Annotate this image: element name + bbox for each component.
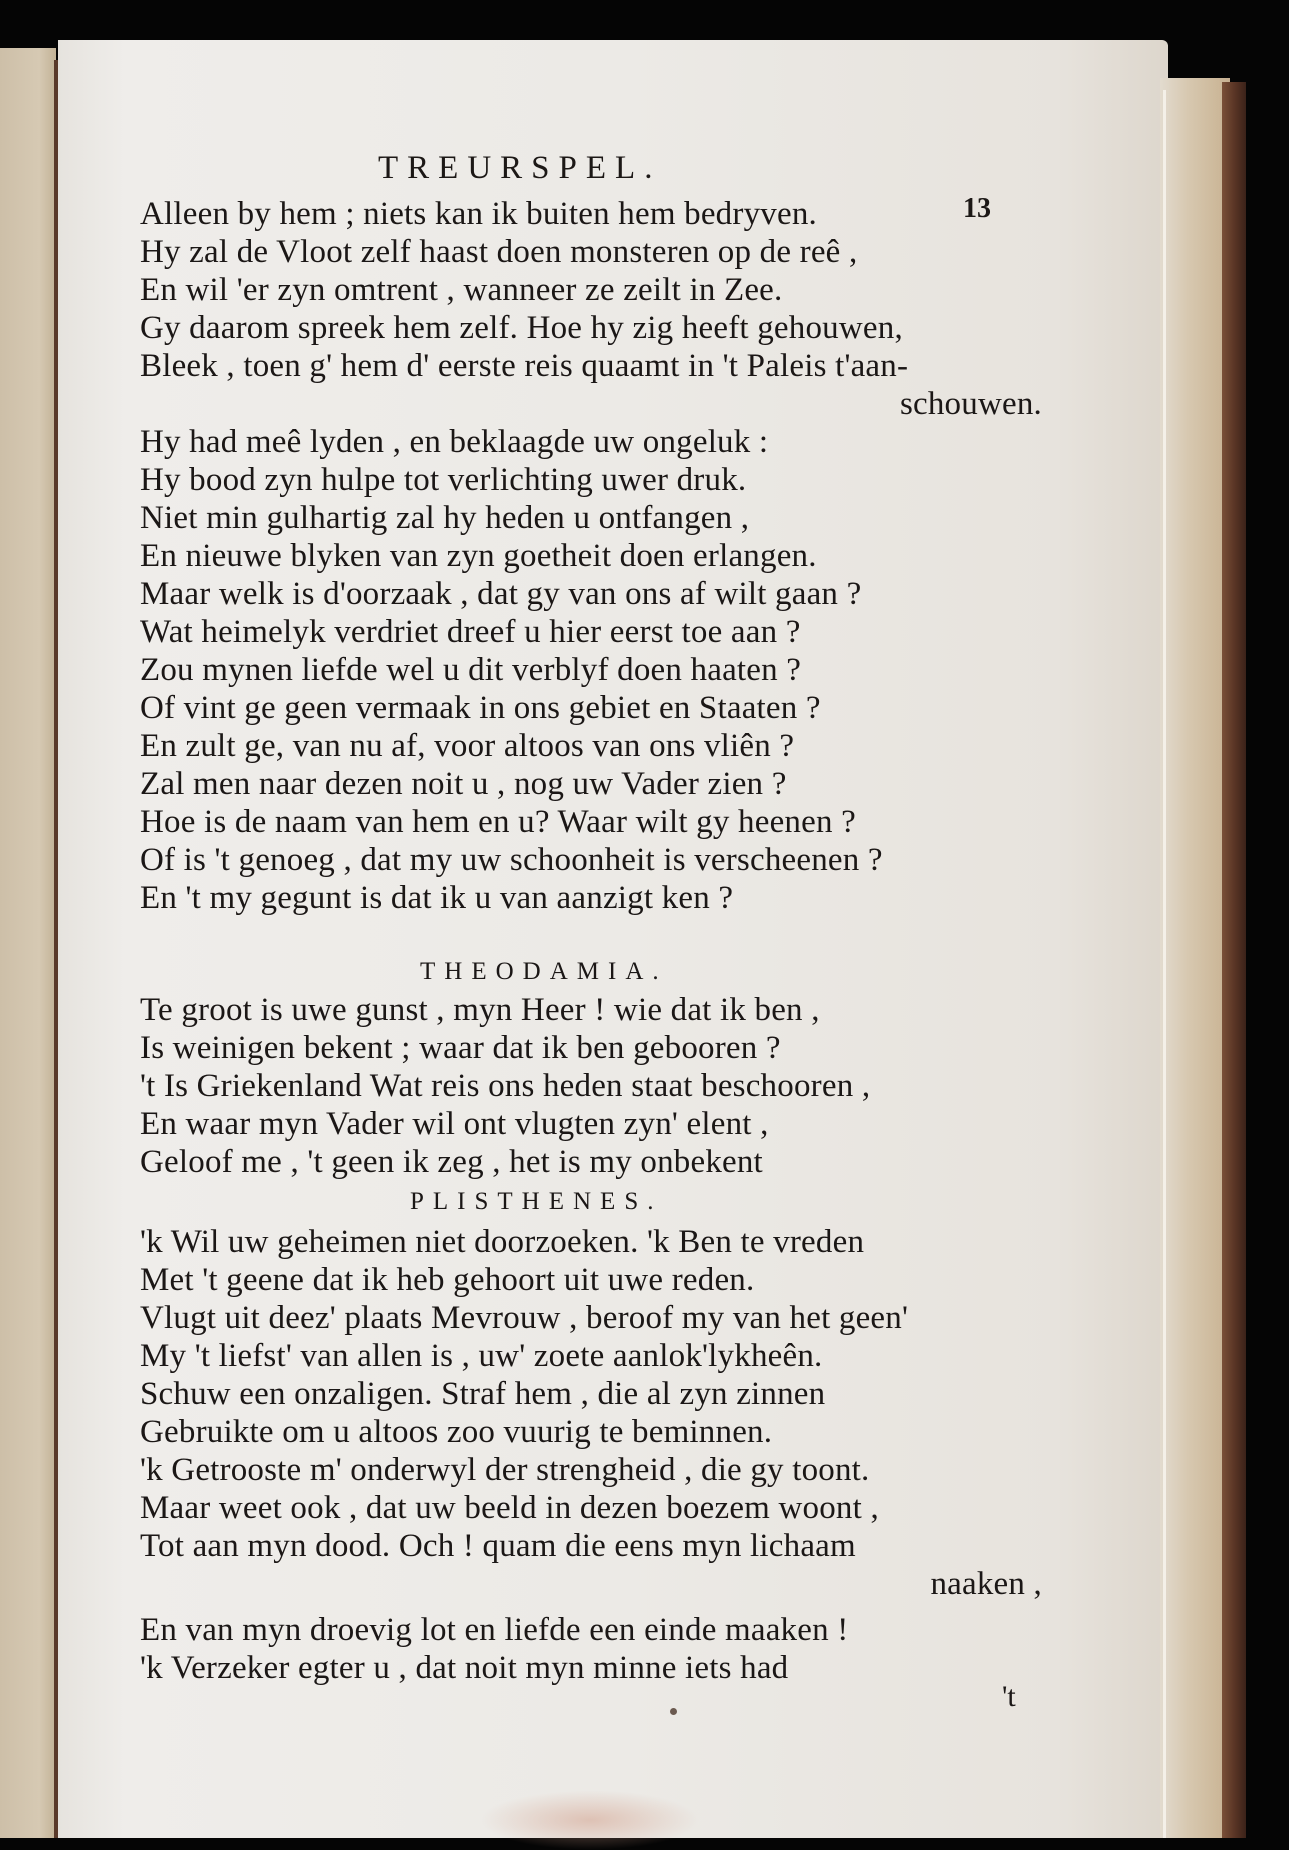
verse-line: Schuw een onzaligen. Straf hem , die al zyn zinnen [140,1376,826,1412]
verse-line: Wat heimelyk verdriet dreef u hier eerst toe aan ? [140,614,801,650]
left-page [0,48,56,1838]
verse-line: En zult ge, van nu af, voor altoos van ons vliên ? [140,728,795,764]
verse-line: Maar welk is d'oorzaak , dat gy van ons af wilt gaan ? [140,576,862,612]
verse-line: Vlugt uit deez' plaats Mevrouw , beroof my van het geen' [140,1300,909,1336]
verse-line: Te groot is uwe gunst , myn Heer ! wie dat ik ben , [140,992,820,1028]
speaker-name-plisthenes: PLISTHENES. [410,1188,663,1215]
verse-line: Zal men naar dezen noit u , nog uw Vader zien ? [140,766,787,802]
verse-line: Hoe is de naam van hem en u? Waar wilt gy heenen ? [140,804,856,840]
verse-line: En wil 'er zyn omtrent , wanneer ze zeilt in Zee. [140,272,783,308]
book-cover-edge [1222,82,1246,1838]
verse-line: Is weinigen bekent ; waar dat ik ben gebooren ? [140,1030,781,1066]
catchword: 't [1002,1680,1016,1713]
verse-line-continuation: naaken , [930,1566,1042,1602]
verse-line: Bleek , toen g' hem d' eerste reis quaamt in 't Paleis t'aan- [140,348,909,384]
verse-line: Alleen by hem ; niets kan ik buiten hem bedryven. [140,196,817,232]
page-edge-highlight [1163,90,1166,1838]
verse-line: My 't liefst' van allen is , uw' zoete aanlok'lykheên. [140,1338,823,1374]
verse-line: 'k Getrooste m' onderwyl der strengheid , die gy toont. [140,1452,870,1488]
verse-line: Maar weet ook , dat uw beeld in dezen boezem woont , [140,1490,879,1526]
verse-line: Met 't geene dat ik heb gehoort uit uwe reden. [140,1262,755,1298]
verse-line: En waar myn Vader wil ont vlugten zyn' elent , [140,1106,769,1142]
verse-line: En nieuwe blyken van zyn goetheit doen erlangen. [140,538,817,574]
page-number: 13 [963,193,991,224]
verse-line: En 't my gegunt is dat ik u van aanzigt ken ? [140,880,734,916]
verse-line: Hy zal de Vloot zelf haast doen monsteren op de reê , [140,234,858,270]
verse-line: Gebruikte om u altoos zoo vuurig te beminnen. [140,1414,773,1450]
verse-line: Of vint ge geen vermaak in ons gebiet en Staaten ? [140,690,821,726]
verse-line: Hy bood zyn hulpe tot verlichting uwer druk. [140,462,747,498]
speaker-name-theodamia: THEODAMIA. [420,958,668,985]
verse-line: 't Is Griekenland Wat reis ons heden staat beschooren , [140,1068,871,1104]
verse-line: 'k Wil uw geheimen niet doorzoeken. 'k Ben te vreden [140,1224,865,1260]
verse-line: 'k Verzeker egter u , dat noit myn minne iets had [140,1650,789,1686]
verse-line-continuation: schouwen. [899,386,1042,422]
running-head: TREURSPEL. [378,150,662,186]
verse-line: En van myn droevig lot en liefde een einde maaken ! [140,1612,849,1648]
paper-speck [670,1708,677,1715]
verse-line: Of is 't genoeg , dat my uw schoonheit is verscheenen ? [140,842,883,878]
verse-line: Hy had meê lyden , en beklaagde uw ongeluk : [140,424,769,460]
verse-line: Tot aan myn dood. Och ! quam die eens myn lichaam [140,1528,856,1564]
verse-line: Niet min gulhartig zal hy heden u ontfangen , [140,500,750,536]
verse-line: Geloof me , 't geen ik zeg , het is my onbekent [140,1144,763,1180]
finger-shadow [480,1790,700,1850]
verse-line: Gy daarom spreek hem zelf. Hoe hy zig heeft gehouwen, [140,310,903,346]
page-edges [1160,78,1230,1838]
verse-line: Zou mynen liefde wel u dit verblyf doen haaten ? [140,652,802,688]
